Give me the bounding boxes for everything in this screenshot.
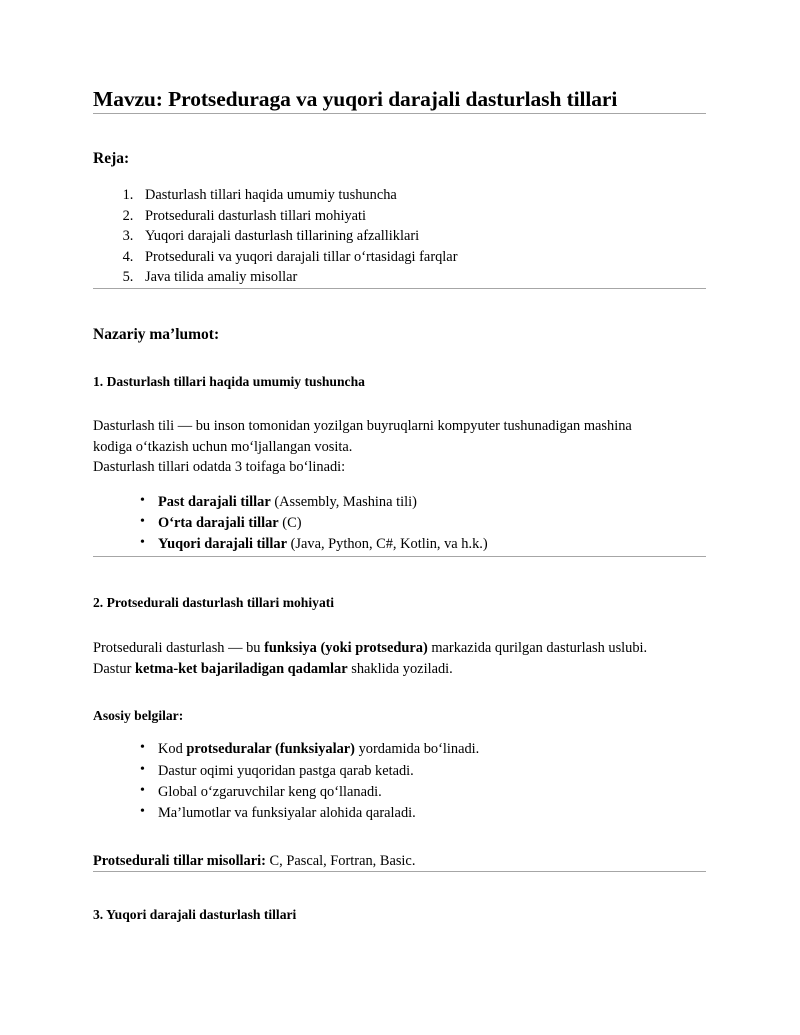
asosiy-belgilar-heading: Asosiy belgilar: <box>93 708 184 724</box>
reja-heading: Reja: <box>93 149 130 167</box>
list-item-emphasis: protseduralar (funksiyalar) <box>186 741 355 758</box>
list-item-detail: (C) <box>278 515 302 532</box>
list-item-text: Kod <box>158 741 187 758</box>
list-item-term: Yuqori darajali tillar <box>158 536 287 553</box>
section1-heading: 1. Dasturlash tillari haqida umumiy tushuncha <box>93 374 365 390</box>
nazariy-heading: Nazariy ma’lumot: <box>93 325 220 343</box>
examples-label: Protsedurali tillar misollari: <box>93 852 266 869</box>
paragraph-emphasis: funksiya (yoki protsedura) <box>264 640 428 657</box>
list-item <box>140 803 707 824</box>
list-item: 1. Dasturlash tillari haqida umumiy tushuncha <box>137 185 707 206</box>
list-item <box>140 492 707 513</box>
paragraph-emphasis: ketma-ket bajariladigan qadamlar <box>134 660 348 677</box>
list-item <box>140 534 707 555</box>
section2-examples <box>93 825 707 871</box>
section2-heading: 2. Protsedurali dasturlash tillari mohiyati <box>93 594 335 610</box>
section1-paragraph <box>93 391 707 477</box>
list-item: 5. Java tilida amaliy misollar <box>137 267 707 288</box>
section3-heading: 3. Yuqori darajali dasturlash tillari <box>93 907 297 923</box>
list-item-detail: (Java, Python, C#, Kotlin, va h.k.) <box>287 536 488 553</box>
paragraph-text: markazida qurilgan dasturlash uslubi. <box>427 640 648 657</box>
list-item <box>140 782 707 803</box>
list-item-term: Past darajali tillar <box>158 493 271 510</box>
paragraph-text: shaklida yoziladi. <box>347 660 453 677</box>
list-item: 3. Yuqori darajali dasturlash tillarining afzalliklari <box>137 226 707 247</box>
list-item <box>140 761 707 782</box>
features-list <box>93 725 707 824</box>
examples-value: C, Pascal, Fortran, Basic. <box>265 852 416 869</box>
list-item <box>140 739 707 760</box>
list-item-detail: (Assembly, Mashina tili) <box>270 493 417 510</box>
list-item-text: yordamida boʻlinadi. <box>354 741 480 758</box>
page-title: Mavzu: Protseduraga va yuqori darajali dasturlash tillari <box>93 87 618 111</box>
paragraph-line: kodiga oʻtkazish uchun moʻljallangan vosita. <box>93 438 353 455</box>
language-levels-list <box>93 478 707 556</box>
paragraph-text: Protsedurali dasturlash — bu <box>93 640 265 657</box>
paragraph-text: Dastur <box>93 660 135 677</box>
list-item: 2. Protsedurali dasturlash tillari mohiyati <box>137 206 707 227</box>
list-item-text: Ma’lumotlar va funksiyalar alohida qaraladi. <box>158 805 416 822</box>
section2-paragraph <box>93 612 707 679</box>
list-item-text: Dastur oqimi yuqoridan pastga qarab ketadi. <box>158 762 414 779</box>
list-item-term: Oʻrta darajali tillar <box>158 515 279 532</box>
paragraph-line: Dasturlash tillari odatda 3 toifaga boʻlinadi: <box>93 459 346 476</box>
paragraph-line: Dasturlash tili — bu inson tomonidan yozilgan buyruqlarni kompyuter tushunadigan mashina <box>93 418 632 435</box>
reja-list <box>93 169 707 288</box>
list-item <box>140 513 707 534</box>
list-item: 4. Protsedurali va yuqori darajali tillar oʻrtasidagi farqlar <box>137 247 707 268</box>
list-item-text: Global oʻzgaruvchilar keng qoʻllanadi. <box>158 783 382 800</box>
